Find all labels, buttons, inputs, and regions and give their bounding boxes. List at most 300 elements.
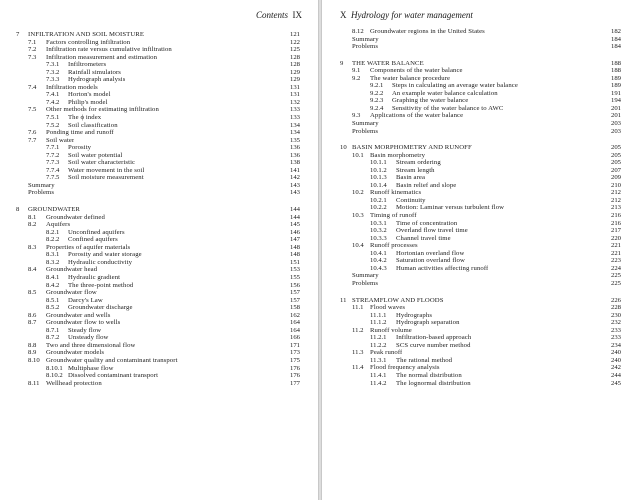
- page-number: 131: [289, 83, 300, 91]
- entry-label: [28, 312, 111, 320]
- section-title: Properties of aquifer materials: [46, 243, 131, 251]
- page-number: 166: [289, 334, 300, 342]
- section-number: 8.1: [28, 213, 37, 221]
- toc-entry: [16, 259, 300, 267]
- section-title: Multiphase flow: [68, 364, 114, 372]
- section-title: Groundwater defined: [46, 213, 105, 221]
- entry-label: [352, 280, 378, 288]
- page-number: 189: [610, 74, 621, 82]
- section-number: 10.2.2: [370, 204, 387, 212]
- entry-label: [28, 289, 97, 297]
- page-number: 230: [610, 311, 621, 319]
- toc-entry: [340, 90, 621, 98]
- page-number: 203: [610, 127, 621, 135]
- page-number: 148: [289, 251, 300, 259]
- entry-label: [28, 137, 74, 145]
- entry-label: [352, 212, 417, 220]
- toc-entry: [340, 357, 621, 365]
- section-title: The three-point method: [68, 281, 134, 289]
- page-number: 158: [289, 304, 300, 312]
- page-number: 188: [610, 59, 621, 67]
- section-number: 7.4.1: [46, 91, 60, 99]
- section-title: Ponding time and runoff: [46, 129, 114, 137]
- page-number: 226: [610, 296, 621, 304]
- page-number: 182: [610, 28, 621, 35]
- toc-entry: [16, 334, 300, 342]
- entry-label: [352, 152, 425, 160]
- section-title: Basin relief and slope: [396, 181, 457, 189]
- section-title: Soil classification: [68, 121, 118, 129]
- toc-entry: [16, 319, 300, 327]
- section-number: 11.1: [352, 304, 364, 312]
- toc-entry: [16, 137, 300, 145]
- section-number: 8.8: [28, 341, 37, 349]
- toc-entry: [16, 54, 300, 62]
- page-number: 128: [289, 61, 300, 69]
- entry-label: [46, 152, 122, 160]
- section-number: 9.2: [352, 74, 361, 82]
- entry-label: [46, 122, 118, 130]
- section-title: Infiltration models: [46, 83, 98, 91]
- section-title: Hortonian overland flow: [396, 249, 465, 257]
- section-title: Stream length: [396, 166, 435, 174]
- toc-entry: [16, 159, 300, 167]
- toc-entry: [340, 189, 621, 197]
- entry-label: [28, 106, 159, 114]
- entry-label: [46, 76, 125, 84]
- toc-back-matter: [340, 280, 621, 288]
- toc-entry: [340, 257, 621, 265]
- page-number: 125: [289, 46, 300, 54]
- chapter-title: BASIN MORPHOMETRY AND RUNOFF: [352, 144, 472, 152]
- section-number: 11.4: [352, 364, 364, 372]
- section-number: 11.3.1: [370, 356, 387, 364]
- toc-entry: [16, 167, 300, 175]
- toc-entry: [340, 265, 621, 273]
- toc-entry: [340, 334, 621, 342]
- section-title: Two and three dimensional flow: [46, 341, 136, 349]
- toc-entry: [340, 304, 621, 312]
- section-number: 8.7: [28, 319, 37, 327]
- page-number: 233: [610, 326, 621, 334]
- section-number: 9.2.2: [370, 89, 384, 97]
- section-title: The ϕ index: [68, 114, 102, 122]
- section-title: Confined aquifers: [68, 236, 118, 244]
- section-title: Flood frequency analysis: [370, 364, 440, 372]
- entry-label: [370, 174, 425, 182]
- section-title: Factors controlling infiltration: [46, 38, 131, 46]
- section-number: 7.4: [28, 83, 37, 91]
- page-number: 136: [289, 144, 300, 152]
- toc-entry: [340, 327, 621, 335]
- toc-chapter: [340, 28, 621, 51]
- toc-entry: [340, 97, 621, 105]
- chapter-number: 8: [16, 206, 20, 214]
- page-number: 233: [610, 334, 621, 342]
- page-number: 144: [289, 213, 300, 221]
- section-title: Hydrographs: [396, 311, 433, 319]
- chapter-label: [16, 31, 144, 39]
- entry-label: [352, 112, 463, 120]
- entry-label: [46, 114, 101, 122]
- toc-entry: [340, 204, 621, 212]
- toc-entry: [340, 250, 621, 258]
- toc-back-matter: [340, 36, 621, 44]
- entry-label: [46, 372, 158, 380]
- toc-entry: [16, 236, 300, 244]
- entry-label: [46, 159, 135, 167]
- page-number: 141: [289, 166, 300, 174]
- section-title: Rainfall simulators: [68, 68, 121, 76]
- toc-entry: [16, 46, 300, 54]
- entry-label: [28, 319, 120, 327]
- page-number: 205: [610, 144, 621, 152]
- entry-label: [370, 319, 460, 327]
- section-number: 8.7.1: [46, 326, 60, 334]
- section-title: Applications of the water balance: [370, 112, 464, 120]
- section-title: Problems: [352, 127, 379, 135]
- entry-label: [370, 227, 468, 235]
- page-number: 129: [289, 76, 300, 84]
- section-title: Problems: [28, 189, 55, 197]
- entry-label: [46, 91, 111, 99]
- section-number: 11.4.2: [370, 379, 387, 387]
- entry-label: [370, 220, 457, 228]
- page-number: 234: [610, 341, 621, 349]
- section-number: 8.3.2: [46, 258, 60, 266]
- entry-label: [352, 28, 485, 36]
- entry-label: [28, 182, 55, 190]
- toc-entry: [16, 312, 300, 320]
- toc-entry: [340, 82, 621, 90]
- section-number: 7.2: [28, 46, 37, 54]
- section-number: 10.3.3: [370, 234, 387, 242]
- toc-back-matter: [340, 272, 621, 280]
- toc-entry: [340, 235, 621, 243]
- toc-entry: [340, 159, 621, 167]
- section-number: 8.3.1: [46, 251, 60, 259]
- chapter-heading: [340, 60, 621, 68]
- section-number: 10.1.4: [370, 181, 387, 189]
- toc-entry: [340, 349, 621, 357]
- section-title: Graphing the water balance: [392, 97, 469, 105]
- toc-entry: [16, 122, 300, 130]
- page-number: 155: [289, 273, 300, 281]
- section-number: 10.4.3: [370, 264, 387, 272]
- section-number: 8.4: [28, 266, 37, 274]
- toc-back-matter: [16, 182, 300, 190]
- section-number: 7.7.4: [46, 166, 60, 174]
- toc-entry: [16, 349, 300, 357]
- toc-entry: [16, 144, 300, 152]
- chapter-heading: [340, 297, 621, 305]
- page-number: 225: [610, 272, 621, 280]
- page-number: 189: [610, 82, 621, 90]
- entry-label: [370, 159, 441, 167]
- page-number: 216: [610, 212, 621, 220]
- page-number: 212: [610, 196, 621, 204]
- toc-entry: [16, 289, 300, 297]
- toc-entry: [16, 282, 300, 290]
- section-number: 8.4.2: [46, 281, 60, 289]
- section-number: 7.3.1: [46, 61, 60, 69]
- chapter-heading: [16, 31, 300, 39]
- section-title: Motion: Laminar versus turbulent flow: [396, 204, 505, 212]
- section-number: 10.3.2: [370, 227, 387, 235]
- entry-label: [46, 144, 91, 152]
- section-number: 10.4: [352, 242, 364, 250]
- page-number: 153: [289, 266, 300, 274]
- page-number: 212: [610, 189, 621, 197]
- toc-chapter: [340, 144, 621, 287]
- section-number: 10.1.3: [370, 174, 387, 182]
- section-number: 7.7.1: [46, 144, 60, 152]
- section-title: Runoff volume: [370, 326, 412, 334]
- toc-entry: [340, 342, 621, 350]
- running-head-title: Hydrology for water management: [351, 10, 473, 20]
- section-number: 10.4.2: [370, 257, 387, 265]
- entry-label: [46, 259, 132, 267]
- section-number: 8.6: [28, 311, 37, 319]
- page-number: 122: [289, 38, 300, 46]
- entry-label: [370, 182, 456, 190]
- toc-entry: [16, 69, 300, 77]
- toc-entry: [340, 105, 621, 113]
- section-number: 10.1.2: [370, 166, 387, 174]
- entry-label: [352, 189, 421, 197]
- page-number: 157: [289, 289, 300, 297]
- section-number: 7.7.2: [46, 151, 60, 159]
- page-number: 203: [610, 120, 621, 128]
- entry-label: [370, 204, 504, 212]
- page-number: 216: [610, 219, 621, 227]
- section-number: 9.1: [352, 67, 361, 75]
- entry-label: [352, 120, 379, 128]
- toc-entry: [16, 372, 300, 380]
- toc-entry: [340, 242, 621, 250]
- entry-label: [46, 297, 103, 305]
- section-number: 7.7.5: [46, 174, 60, 182]
- section-number: 10.4.1: [370, 249, 387, 257]
- chapter-label: [340, 297, 444, 305]
- chapter-label: [340, 144, 472, 152]
- toc-entry: [16, 274, 300, 282]
- section-number: 10.3: [352, 212, 364, 220]
- running-head-right: [340, 10, 473, 20]
- section-number: 7.3: [28, 53, 37, 61]
- section-title: Porosity: [68, 144, 92, 152]
- page-number: 223: [610, 257, 621, 265]
- section-number: 8.3: [28, 243, 37, 251]
- section-title: Overland flow travel time: [396, 227, 468, 235]
- section-title: Darcy's Law: [68, 296, 103, 304]
- entry-label: [370, 380, 471, 388]
- page-number: 176: [289, 372, 300, 380]
- section-title: Steady flow: [68, 326, 102, 334]
- section-number: 8.2: [28, 221, 37, 229]
- page-number: 133: [289, 114, 300, 122]
- page-number: 194: [610, 97, 621, 105]
- section-title: Porosity and water storage: [68, 251, 142, 259]
- section-number: 11.4.1: [370, 371, 387, 379]
- section-title: Unconfined aquifers: [68, 228, 125, 236]
- entry-label: [28, 84, 98, 92]
- section-number: 11.1.1: [370, 311, 387, 319]
- toc-entry: [16, 304, 300, 312]
- toc-entry: [16, 174, 300, 182]
- toc-entry: [16, 365, 300, 373]
- page-number: 177: [289, 379, 300, 387]
- toc-entry: [16, 114, 300, 122]
- entry-label: [352, 272, 379, 280]
- page-number: 176: [289, 364, 300, 372]
- entry-label: [46, 167, 144, 175]
- section-title: An example water balance calculation: [392, 89, 498, 97]
- section-title: Wellhead protection: [46, 379, 102, 387]
- running-head-roman: IX: [292, 10, 302, 20]
- entry-label: [352, 349, 402, 357]
- entry-label: [28, 380, 102, 388]
- chapter-title: INFILTRATION AND SOIL MOISTURE: [28, 31, 145, 38]
- section-number: 10.1.1: [370, 159, 387, 167]
- page-number: 220: [610, 234, 621, 242]
- toc-chapter: [340, 297, 621, 388]
- entry-label: [28, 214, 105, 222]
- section-number: 7.5: [28, 106, 37, 114]
- toc-chapter: [340, 60, 621, 135]
- entry-label: [28, 129, 114, 137]
- section-number: 10.3.1: [370, 219, 387, 227]
- toc-back-matter: [16, 189, 300, 197]
- section-title: Groundwater flow: [46, 289, 97, 297]
- section-title: Sensitivity of the water balance to AWC: [392, 104, 504, 112]
- entry-label: [46, 334, 109, 342]
- section-number: 8.5.1: [46, 296, 60, 304]
- entry-label: [28, 54, 157, 62]
- running-head-roman: X: [340, 10, 347, 20]
- section-number: 8.2.2: [46, 236, 60, 244]
- section-number: 7.4.2: [46, 98, 60, 106]
- page-number: 133: [289, 106, 300, 114]
- page-number: 157: [289, 296, 300, 304]
- page-number: 134: [289, 129, 300, 137]
- section-number: 10.1: [352, 151, 364, 159]
- section-title: Horton's model: [68, 91, 111, 99]
- entry-label: [352, 67, 463, 75]
- section-title: Infiltration rate versus cumulative infiltration: [46, 46, 172, 54]
- toc-chapter: [16, 31, 300, 197]
- section-title: Runoff processes: [370, 242, 418, 250]
- section-title: Peak runoff: [370, 349, 403, 357]
- page-number: 221: [610, 242, 621, 250]
- page-number: 210: [610, 181, 621, 189]
- chapter-label: [16, 206, 80, 214]
- toc-entry: [16, 357, 300, 365]
- entry-label: [352, 43, 378, 51]
- toc-entry: [16, 229, 300, 237]
- section-title: SCS curve number method: [396, 341, 471, 349]
- section-title: Basin morphometry: [370, 151, 426, 159]
- page-number: 221: [610, 249, 621, 257]
- page-number: 142: [289, 174, 300, 182]
- section-number: 8.10: [28, 356, 40, 364]
- toc-entry: [340, 112, 621, 120]
- toc-entry: [16, 342, 300, 350]
- toc-entry: [340, 28, 621, 36]
- section-title: Saturation overland flow: [396, 257, 465, 265]
- left-page: [0, 0, 318, 500]
- entry-label: [28, 349, 104, 357]
- chapter-number: 10: [340, 144, 347, 152]
- page-number: 201: [610, 104, 621, 112]
- entry-label: [46, 304, 133, 312]
- toc-entry: [16, 327, 300, 335]
- page-number: 244: [610, 371, 621, 379]
- entry-label: [28, 266, 97, 274]
- section-number: 9.2.4: [370, 104, 384, 112]
- entry-label: [46, 251, 142, 259]
- entry-label: [370, 167, 435, 175]
- entry-label: [370, 257, 465, 265]
- page-number: 132: [289, 98, 300, 106]
- chapter-title: THE WATER BALANCE: [352, 59, 424, 67]
- section-number: 7.3.2: [46, 68, 60, 76]
- page-number: 135: [289, 136, 300, 144]
- entry-label: [352, 75, 450, 83]
- entry-label: [370, 97, 468, 105]
- section-title: Groundwater head: [46, 266, 98, 274]
- page-number: 147: [289, 236, 300, 244]
- section-title: The normal distribution: [396, 371, 462, 379]
- entry-label: [370, 105, 503, 113]
- section-title: Infiltration measurement and estimation: [46, 53, 158, 61]
- page-number: 205: [610, 151, 621, 159]
- toc-entry: [340, 75, 621, 83]
- section-number: 8.10.1: [46, 364, 63, 372]
- section-title: Runoff kinematics: [370, 189, 422, 197]
- entry-label: [370, 357, 452, 365]
- section-number: 11.1.2: [370, 319, 387, 327]
- section-title: Problems: [352, 279, 379, 287]
- entry-label: [46, 282, 133, 290]
- section-title: Infiltrometers: [68, 61, 107, 69]
- section-title: The water balance procedure: [370, 74, 451, 82]
- section-number: 9.2.1: [370, 82, 384, 90]
- page-number: 205: [610, 159, 621, 167]
- entry-label: [28, 357, 178, 365]
- page-number: 240: [610, 349, 621, 357]
- page-number: 171: [289, 341, 300, 349]
- section-title: Groundwater and wells: [46, 311, 111, 319]
- section-number: 11.3: [352, 349, 364, 357]
- section-number: 8.11: [28, 379, 40, 387]
- section-title: Components of the water balance: [370, 67, 463, 75]
- entry-label: [46, 327, 101, 335]
- toc-left: [16, 28, 300, 387]
- toc-entry: [16, 152, 300, 160]
- section-number: 11.2: [352, 326, 364, 334]
- toc-entry: [16, 221, 300, 229]
- section-number: 7.6: [28, 129, 37, 137]
- section-title: Other methods for estimating infiltration: [46, 106, 159, 114]
- section-number: 8.7.2: [46, 334, 60, 342]
- page-number: 232: [610, 319, 621, 327]
- section-title: Soil moisture measurement: [68, 174, 144, 182]
- toc-entry: [16, 84, 300, 92]
- chapter-number: 7: [16, 31, 20, 38]
- entry-label: [370, 90, 498, 98]
- toc-entry: [340, 197, 621, 205]
